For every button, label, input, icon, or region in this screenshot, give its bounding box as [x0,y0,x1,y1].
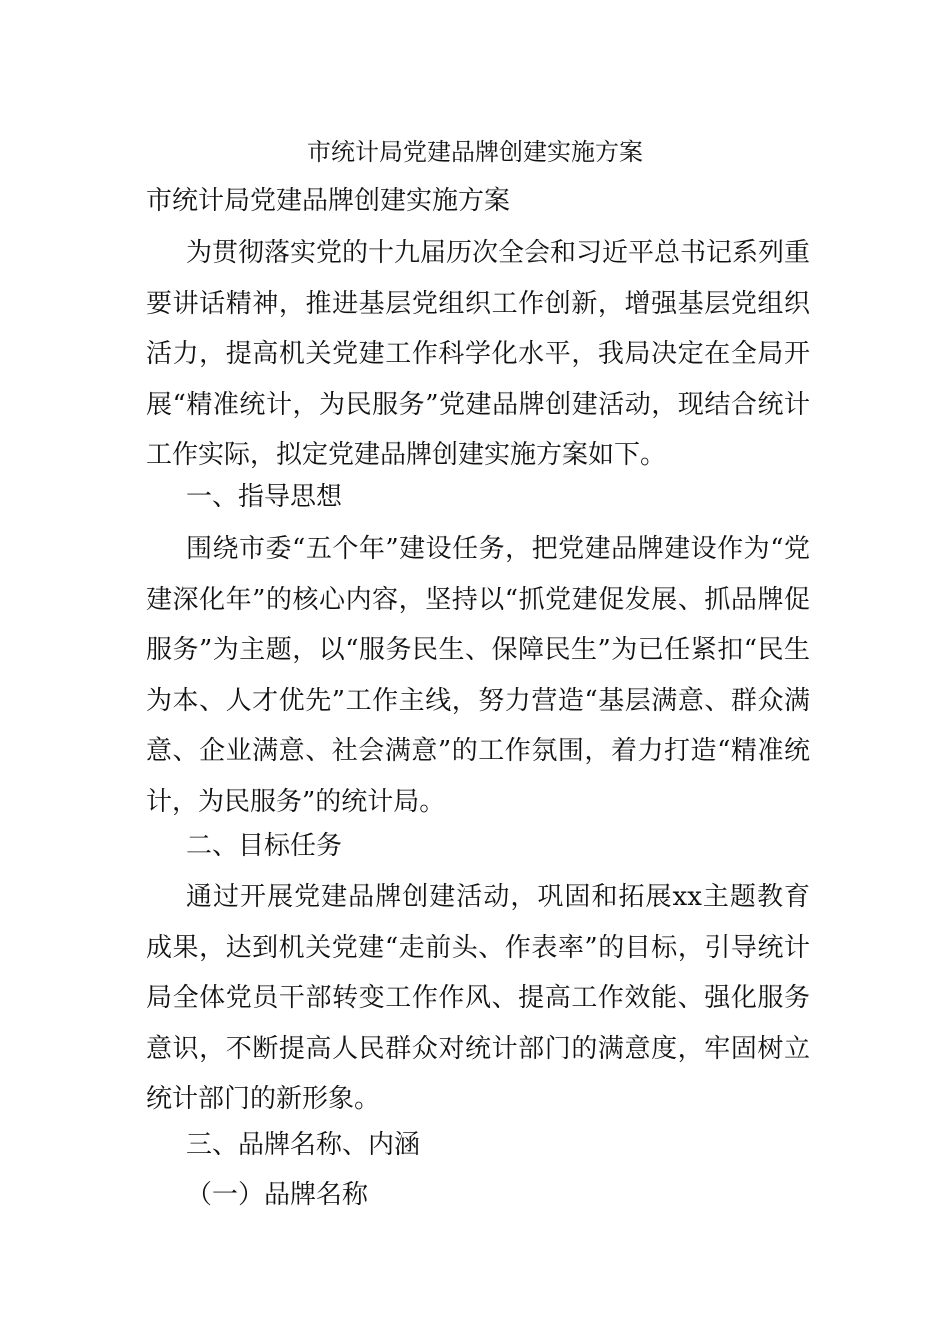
document-subtitle: 市统计局党建品牌创建实施方案 [146,186,511,216]
section-2-body: 通过开展党建品牌创建活动，巩固和拓展xx主题教育成果，达到机关党建“走前头、作表率”的目标，引导统计局全体党员干部转变工作作风、提高工作效能、强化服务意识，不断提高人民群众对统计部门的满意度，牢固树立统计部门的新形象。 [146,882,810,1114]
section-1-body: 围绕市委“五个年”建设任务，把党建品牌建设作为“党建深化年”的核心内容，坚持以“抓党建促发展、抓品牌促服务”为主题，以“服务民生、保障民生”为已任紧扣“民生为本、人才优先”工作主线，努力营造“基层满意、群众满意、企业满意、社会满意”的工作氛围，着力打造“精准统计，为民服务”的统计局。 [146,534,810,817]
document-title: 市统计局党建品牌创建实施方案 [307,138,643,166]
section-3-subheading-1: （一）品牌名称 [186,1180,369,1210]
section-1-heading: 一、指导思想 [186,482,343,512]
intro-paragraph: 为贯彻落实党的十九届历次全会和习近平总书记系列重要讲话精神，推进基层党组织工作创新，增强基层党组织活力，提高机关党建工作科学化水平，我局决定在全局开展“精准统计，为民服务”党建品牌创建活动，现结合统计工作实际，拟定党建品牌创建实施方案如下。 [146,238,811,470]
section-3-heading: 三、品牌名称、内涵 [186,1130,421,1160]
section-2-heading: 二、目标任务 [186,831,343,861]
